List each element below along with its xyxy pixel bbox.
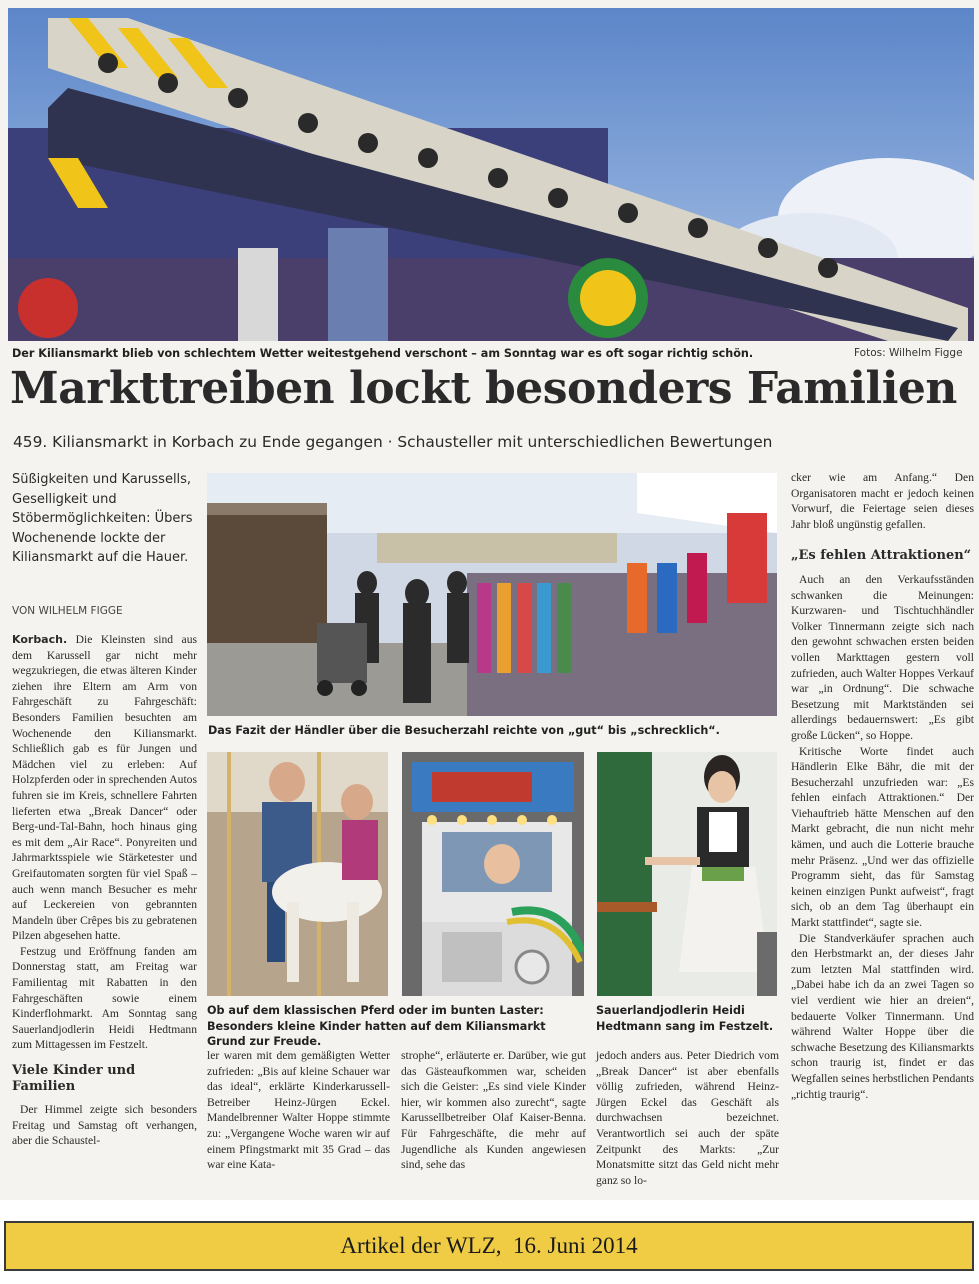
paragraph: strophe“, erläuterte er. Darüber, wie gut das Gästeaufkommen war, scheiden sich die Geister: „Es sind viele Kinder hier, wir kommen also zurecht“, sagte Karussellbetreiber Olaf Kaiser-Benna. Für Fahrgeschäfte, die mehr auf Jugendliche als Kunden angewiesen sind, sehe das bbox=[401, 1049, 586, 1172]
paragraph: Auch an den Verkaufsständen schwanken die Meinungen: Kurzwaren- und Tischtuchhändler Volker Tinnermann zeigte sich nach den gewohnt schwachen ersten beiden vollen Markttagen gestern voll zufrieden, auch Walter Hoppes Verkauf war „in Ordnung“. Die schwache Besetzung mit Marktständen sei allerdings bedauernswert: „Es gibt große Lücken“, so Hoppe. bbox=[791, 572, 974, 742]
section-heading: Viele Kinder und Familien bbox=[12, 1063, 136, 1094]
paragraph-text: Die Kleinsten sind aus dem Karussell gar nicht mehr wegzukriegen, die etwas älteren Kinder ziehen ihre Eltern am Arm von Fahrgeschäft zu Fahrgeschäft: Besonders Familien besuchten am Wochenende den Kiliansmarkt. Schließlich gab es für Jungen und Mädchen viel zu erleben: Auf Holzpferden oder in sprechenden Autos fuhren sie im Kreis, schnellere Fahrten lieferten etwa „Break Dancer“ oder Berg-und-Tal-Bahn, hoch hinaus ging es mit dem „Air Race“. Ponyreiten und Jahrmarktsspiele wie Stärketester und Greifautomaten sorgten für viel Spaß – auch wenn manch Besucher es mehr auf Leckereien von gebrannten Mandeln über Crêpes bis zu gebratenen Pilzen abgesehen hatte. bbox=[12, 633, 197, 943]
article-column-5 bbox=[791, 470, 974, 1102]
paragraph: Kritische Worte findet auch Händlerin Elke Bähr, die mit der Besucherzahl unzufrieden war: „Es fehlen einfach Attraktionen.“ Der Viehauftrieb hätte Menschen auf den Markt gebracht, die nun nicht mehr kämen, und auch die Lotterie brauche mehr Präsenz. „Und wer das offizielle Programm sieht, das für Samstag keinen einzigen Punkt aufweist“, fragt sich, ob an dem Tag überhaupt ein Markt stattfindet“, sagte sie. bbox=[791, 744, 974, 930]
paragraph: cker wie am Anfang.“ Den Organisatoren macht er jedoch keinen Vorwurf, die Feiertage seien dieses Jahr bloß ungünstig gefallen. bbox=[791, 471, 974, 531]
paragraph: Festzug und Eröffnung fanden am Donnerstag statt, am Freitag war Familientag mit Rabatten in den Fahrgeschäften sowie einem Kinderflohmarkt. Am Sonntag sang Sauerlandjodlerin Heidi Hedtmann zum Mittagessen im Festzelt. bbox=[12, 944, 197, 1052]
singer-photo-caption: Sauerlandjodlerin Heidi Hedtmann sang im Festzelt. bbox=[596, 1004, 774, 1033]
children-photo-caption: Ob auf dem klassischen Pferd oder im bunten Laster: Besonders kleine Kinder hatten auf dem Kiliansmarkt Grund zur Freude. bbox=[207, 1004, 546, 1048]
byline: VON WILHELM FIGGE bbox=[12, 605, 123, 617]
paragraph: Der Himmel zeigte sich besonders Freitag und Samstag oft verhangen, aber die Schaustel- bbox=[12, 1103, 197, 1148]
singer-photo bbox=[597, 752, 777, 996]
paragraph: ler waren mit dem gemäßigten Wetter zufrieden: „Bis auf kleine Schauer war das ideal“, erklärte Kinderkarussell-Betreiber Heinz-Jürgen Eckel. Mandelbrenner Walter Hoppe stimmte zu: „Vergangene Woche waren wir auf einem Pfingstmarkt mit 35 Grad – das war eine Kata- bbox=[207, 1049, 390, 1172]
photo-credit: Fotos: Wilhelm Figge bbox=[854, 347, 963, 359]
teaser: Süßigkeiten und Karussells, Geselligkeit und Stöbermöglichkeiten: Übers Wochenende lockte der Kiliansmarkt auf die Hauer. bbox=[12, 472, 193, 565]
air-race-ride-photo bbox=[8, 8, 974, 341]
article-column-2 bbox=[207, 1048, 390, 1173]
paragraph: jedoch anders aus. Peter Diedrich vom „Break Dancer“ ist aber ebenfalls völlig zufrieden, während Heinz-Jürgen Eckel das Geschäft als durchwachsen bezeichnet. Verantwortlich sei auch der späte Zeitpunkt des Markts: „Zur Monatsmitte sitzt das Geld nicht mehr ganz so lo- bbox=[596, 1049, 779, 1187]
section-heading: „Es fehlen Attraktionen“ bbox=[791, 548, 972, 564]
paragraph: Die Standverkäufer sprachen auch den Herbstmarkt an, der dieses Jahr zum letzten Mal stattfinden wird. „Dabei habe ich da an zwei Tagen so viel verdient wie hier an dreien“, bedauerte Volker Tinnermann. Und während Walter Hoppe über die schwache Besetzung des Kiliansmarkts schon traurig ist, findet er das Wegfallen seines herbstlichen Pendants „richtig traurig“. bbox=[791, 931, 974, 1101]
market-stalls-photo bbox=[207, 473, 777, 716]
source-banner bbox=[4, 1221, 974, 1271]
truck-ride-photo bbox=[402, 752, 584, 996]
source-label: Artikel der WLZ, 16. Juni 2014 bbox=[340, 1233, 638, 1258]
top-photo-caption: Der Kiliansmarkt blieb von schlechtem Wetter weitestgehend verschont – am Sonntag war es oft sogar richtig schön. bbox=[12, 347, 754, 360]
dateline: Korbach. bbox=[12, 633, 68, 646]
paragraph bbox=[12, 632, 197, 944]
market-photo-caption: Das Fazit der Händler über die Besucherzahl reichte von „gut“ bis „schrecklich“. bbox=[208, 724, 720, 737]
subheadline: 459. Kiliansmarkt in Korbach zu Ende gegangen · Schausteller mit unterschiedlichen Bewertungen bbox=[13, 433, 773, 451]
article-column-4 bbox=[596, 1048, 779, 1188]
article-column-1 bbox=[12, 632, 197, 1149]
headline: Markttreiben lockt besonders Familien bbox=[10, 363, 957, 414]
carousel-horse-photo bbox=[207, 752, 388, 996]
article-column-3 bbox=[401, 1048, 586, 1173]
